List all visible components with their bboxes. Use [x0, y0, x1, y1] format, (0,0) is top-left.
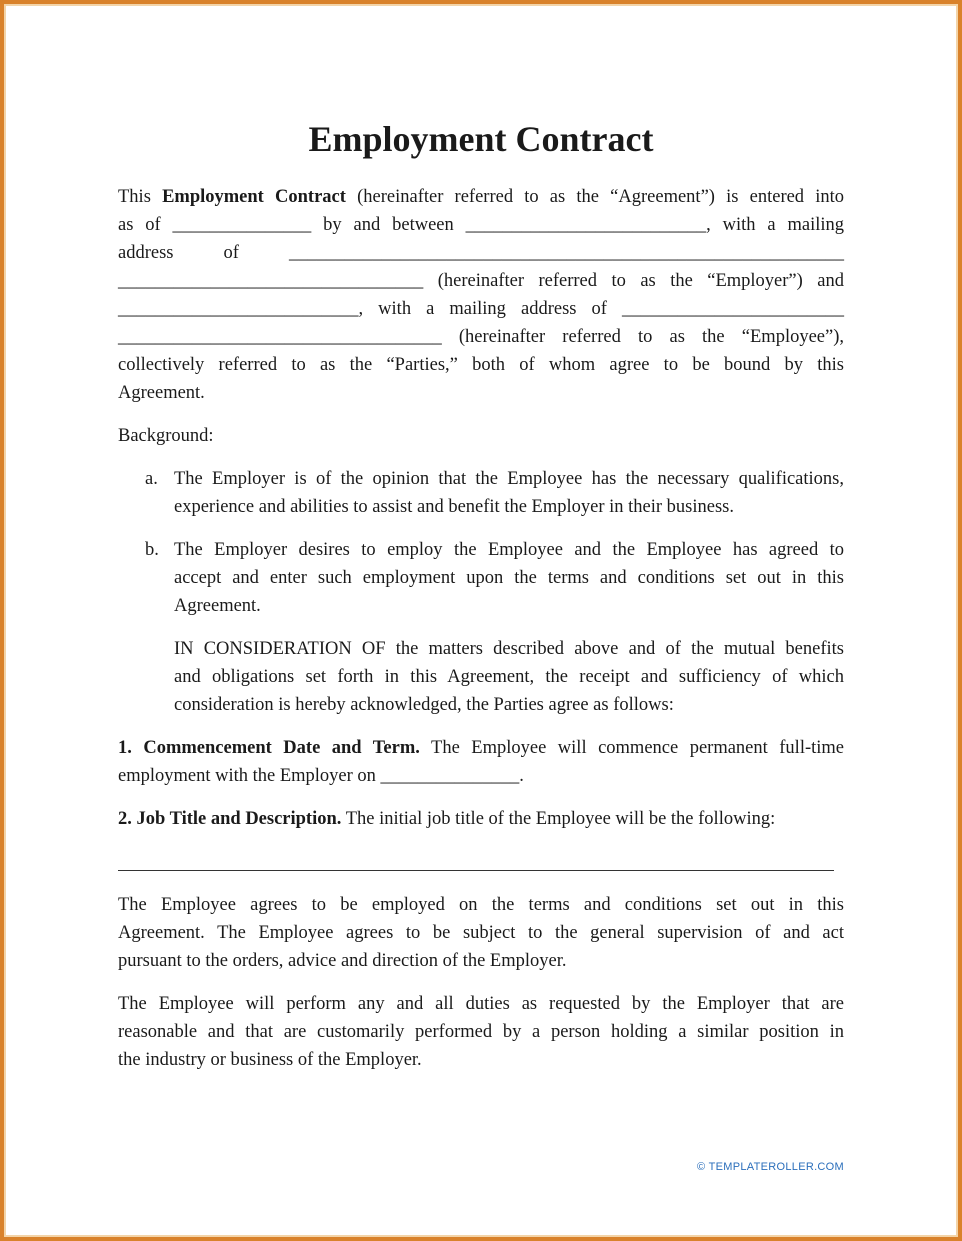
- item-a-line-2: experience and abilities to assist and benefit the Employer in their business.: [174, 497, 734, 517]
- background-item-b: [145, 536, 844, 620]
- intro-line-3: address of ____________________________________________________________: [118, 243, 844, 263]
- duties-line-1: The Employee will perform any and all duties as requested by the Employer that are: [118, 994, 844, 1014]
- background-label: Background:: [118, 426, 214, 446]
- document-title: Employment Contract: [308, 119, 654, 159]
- intro-line-2: as of _______________ by and between __________________________, with a mailing: [118, 215, 844, 235]
- section-2-heading: 2. Job Title and Description.: [118, 809, 342, 829]
- intro-line-4: _________________________________ (hereinafter referred to as the “Employer”) and: [118, 271, 844, 291]
- section-2-job-title: 2. Job Title and Description. The initial job title of the Employee will be the following:: [118, 809, 776, 829]
- item-a-marker: a.: [145, 469, 158, 489]
- duties-line-2: reasonable and that are customarily performed by a person holding a similar position in: [118, 1022, 844, 1042]
- supervision-line-1: The Employee agrees to be employed on the terms and conditions set out in this: [118, 895, 844, 915]
- supervision-line-3: pursuant to the orders, advice and direction of the Employer.: [118, 951, 567, 971]
- intro-line-5: __________________________, with a mailing address of ________________________: [118, 299, 844, 319]
- item-a-line-1: The Employer is of the opinion that the Employee has the necessary qualifications,: [174, 469, 844, 489]
- item-b-marker: b.: [145, 540, 159, 560]
- section-1-line-2: employment with the Employer on _______________.: [118, 766, 524, 786]
- item-b-line-1: The Employer desires to employ the Employee and the Employee has agreed to: [174, 540, 844, 560]
- section-1-heading: 1. Commencement Date and Term.: [118, 738, 420, 758]
- duties-paragraph: [118, 990, 844, 1074]
- intro-line-8: Agreement.: [118, 383, 205, 403]
- consideration-line-3: consideration is hereby acknowledged, the Parties agree as follows:: [174, 695, 674, 715]
- consideration-line-2: and obligations set forth in this Agreement, the receipt and sufficiency of which: [174, 667, 844, 687]
- intro-paragraph: [118, 183, 844, 407]
- item-b-line-3: Agreement.: [174, 596, 261, 616]
- section-1-commencement: [118, 734, 844, 790]
- footer-copyright-link[interactable]: © TEMPLATEROLLER.COM: [697, 1161, 844, 1173]
- intro-line-6: ___________________________________ (hereinafter referred to as the “Employee”),: [118, 327, 844, 347]
- item-b-line-2: accept and enter such employment upon the terms and conditions set out in this: [174, 568, 844, 588]
- background-item-a: [145, 465, 844, 521]
- supervision-line-2: Agreement. The Employee agrees to be subject to the general supervision of and act: [118, 923, 844, 943]
- consideration-paragraph: [174, 635, 844, 719]
- duties-line-3: the industry or business of the Employer.: [118, 1050, 422, 1070]
- supervision-paragraph: [118, 891, 844, 975]
- intro-line-7: collectively referred to as the “Parties,” both of whom agree to be bound by this: [118, 355, 844, 375]
- section-1-line-1: 1. Commencement Date and Term. The Employee will commence permanent full-time: [118, 738, 845, 758]
- intro-line-1: This Employment Contract (hereinafter referred to as the “Agreement”) is entered into: [118, 187, 845, 207]
- job-title-blank-line: [118, 870, 834, 871]
- consideration-line-1: IN CONSIDERATION OF the matters described above and of the mutual benefits: [174, 639, 844, 659]
